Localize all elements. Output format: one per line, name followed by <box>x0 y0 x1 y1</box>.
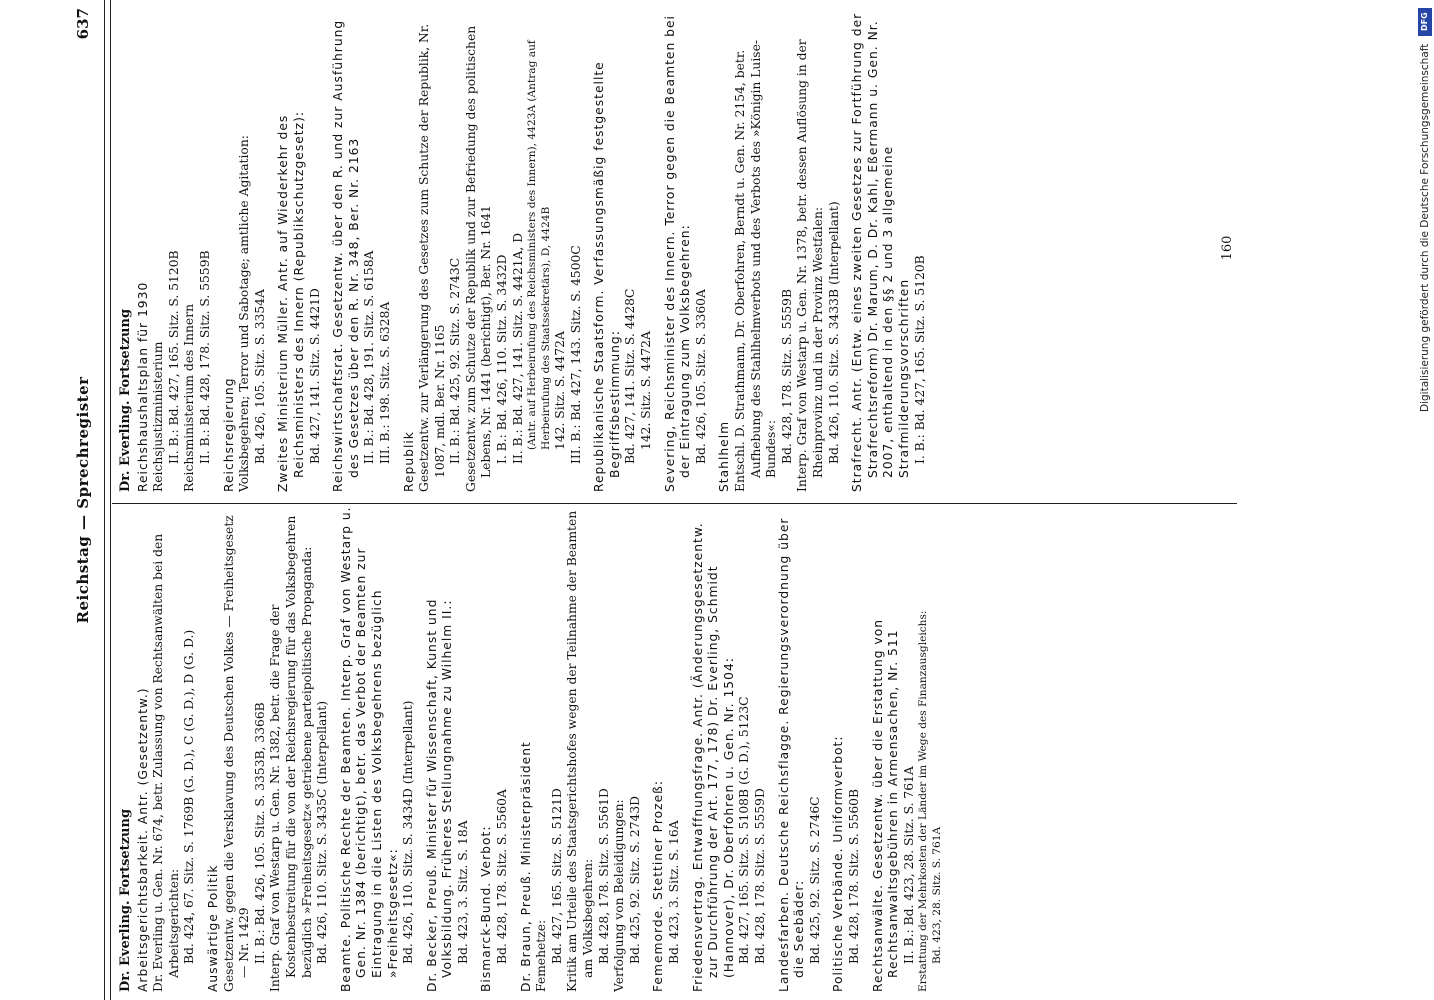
register-entry: Bd. 428, 178. Sitz. S. 5560B <box>846 788 861 964</box>
footer-number: 160 <box>1220 235 1235 261</box>
register-entry: Dr. Everling. Fortsetzung <box>118 808 133 992</box>
register-entry: Dr. Everling. Fortsetzung <box>118 308 133 492</box>
register-entry: Strafrecht. Antr. (Entw. eines zweiten Gesetzes zur Fortführung der Strafrechtsreform) Dr. Marum, D. Dr. Kahl, Eßermann u. Gen. Nr. 2007, enthaltend in den §§ 2 und 3 allgemeine Strafmilderungsvorschriften <box>850 12 911 492</box>
register-entry: Kritik am Urteile des Staatsgerichtshofes wegen der Teilnahme der Beamten am Volksbegehren: <box>565 510 596 992</box>
register-entry: I. B.: Bd. 427, 165. Sitz. S. 5120B <box>912 255 927 464</box>
running-title: Reichstag — Sprechregister <box>74 376 92 624</box>
register-entry: Politische Verbände. Uniformverbot: <box>831 735 846 992</box>
register-entry: 142. Sitz. S. 4472A <box>639 331 654 450</box>
register-entry: Auswärtige Politik <box>205 864 220 992</box>
register-entry: Bd. 426, 110. Sitz. S. 3433B (Interpellant) <box>826 201 841 464</box>
register-entry: Arbeitsgerichtsbarkeit. Antr. (Gesetzentw.) <box>135 687 150 992</box>
register-entry: Dr. Everling u. Gen. Nr. 674, betr. Zulassung von Rechtsanwälten bei den Arbeitsgerichten: <box>151 533 181 992</box>
digitization-sidebar <box>1418 8 1434 728</box>
register-entry: Dr. Becker, Preuß. Minister für Wissenschaft, Kunst und Volksbildung. Früheres Stellungnahme zu Wilhelm II.: <box>424 598 455 992</box>
register-entry: Bd. 423, 3. Sitz. S. 18A <box>455 820 470 964</box>
register-entry: Bd. 427, 165. Sitz. S. 5121D <box>549 788 564 964</box>
register-entry: Bd. 425, 92. Sitz. S. 2746C <box>807 796 822 964</box>
register-entry: Femehetze: <box>534 919 549 992</box>
register-entry: II. B.: Bd. 425, 92. Sitz. S. 2743C <box>448 257 463 464</box>
register-entry: III. B.: Bd. 427, 143. Sitz. S. 4500C <box>568 245 583 464</box>
right-column <box>118 4 928 492</box>
register-entry: Reichsregierung <box>221 377 236 492</box>
register-entry: Fememorde. Stettiner Prozeß: <box>651 779 666 992</box>
register-entry: Gesetzentw. gegen die Versklavung des Deutschen Volkes — Freiheitsgesetz — Nr. 1429 <box>221 515 252 992</box>
register-entry: Landesfarben. Deutsche Reichsflagge. Regierungsverordnung über die Seebäder: <box>776 517 807 992</box>
register-entry: Rechtsanwälte. Gesetzentw. über die Erstattung von Rechtsanwaltsgebühren in Armensachen, Nr. 511 <box>870 618 901 992</box>
register-entry: Bd. 426, 105. Sitz. S. 3354A <box>252 289 267 464</box>
register-entry: Erstattung der Mehrkosten der Länder im Wege des Finanzausgleichs: <box>917 610 930 992</box>
register-entry: Volksbegehren; Terror und Sabotage; amtliche Agitation: <box>237 135 252 492</box>
register-entry: Interp. Graf von Westarp u. Gen. Nr. 1378, betr. dessen Auflösung in der Rheinprovinz und in der Provinz Westfalen: <box>795 39 825 492</box>
register-entry: II. B.: Bd. 428, 178. Sitz. S. 5559B <box>197 250 212 464</box>
register-entry: Bd. 427, 165. Sitz. S. 5108B (G. D.), 5123C <box>737 696 752 964</box>
register-entry: Reichswirtschaftsrat. Gesetzentw. über den R. und zur Ausführung des Gesetzes über den R. Nr. 348, Ber. Nr. 2163 <box>331 19 361 492</box>
register-entry: (Antr. auf Herbeirufung des Reichsministers des Innern), 4423A (Antrag auf Herbeirufung des Staatssekretärs), D, 4424B <box>526 40 552 450</box>
register-entry: Reichsjustizministerium <box>151 341 166 492</box>
header-rule-double <box>110 0 111 1000</box>
funding-note: Digitalisierung gefördert durch die Deutsche Forschungsgemeinschaft <box>1419 44 1431 413</box>
register-entry: Republikanische Staatsform. Verfassungsmäßig festgestellte Begriffsbestimmung: <box>592 61 622 492</box>
register-entry: Bd. 423, 28. Sitz. S. 761A <box>930 826 943 964</box>
register-entry: Bd. 427, 141. Sitz. S. 4421D <box>307 288 322 464</box>
dfg-logo-icon: DFG <box>1418 8 1432 36</box>
register-entry: II. B.: Bd. 426, 105. Sitz. S. 3353B, 3366B <box>252 702 267 964</box>
register-entry: I. B.: Bd. 426, 110. Sitz. S. 3432D <box>495 254 510 464</box>
register-entry: Verfolgung von Beleidigungen: <box>612 799 627 992</box>
register-entry: Bd. 425, 92. Sitz. S. 2743D <box>627 795 642 964</box>
register-entry: Bd. 426, 110. Sitz. S. 3435C (Interpellant) <box>315 701 330 964</box>
register-entry: II. B.: Bd. 427, 141. Sitz. S. 4421A, D <box>510 232 525 464</box>
register-entry: Reichshaushaltsplan für 1930 <box>135 281 150 492</box>
register-entry: Bd. 424, 67. Sitz. S. 1769B (G. D.), C (G. D.), D (G. D.) <box>182 629 197 964</box>
register-entry: Gesetzentw. zur Verlängerung des Gesetzes zum Schutze der Republik, Nr. 1087, mdl. Ber. Nr. 1165 <box>417 23 447 492</box>
register-entry: Severing, Reichsminister des Innern. Terror gegen die Beamten bei der Eintragung zum Volksbegehren: <box>662 15 693 492</box>
register-entry: Zweites Ministerium Müller. Antr. auf Wiederkehr des Reichsministers des Innern (Republikschutzgesetz): <box>276 110 306 492</box>
page-number: 637 <box>74 8 92 40</box>
register-entry: Interp. Graf von Westarp u. Gen. Nr. 1382, betr. die Frage der Kostenbestreitung für die von der Reichsregierung für das Volksbegehren bezüglich »Freiheitsgesetz« getriebene parteipolitische Propaganda: <box>268 515 314 992</box>
register-entry: Bd. 428, 178. Sitz. S. 5559D <box>752 788 767 964</box>
register-entry: Reichsministerium des Innern <box>182 303 197 492</box>
register-entry: Friedensvertrag. Entwaffnungsfrage. Antr. (Änderungsgesetzentw. zur Durchführung der Art. 177, 178) Dr. Everling, Schmidt (Hannover), Dr. Oberfohren u. Gen. Nr. 1504: <box>690 522 736 992</box>
register-entry: Republik <box>401 431 416 492</box>
register-entry: Bd. 426, 105. Sitz. S. 3360A <box>693 289 708 464</box>
register-entry: Bd. 428, 178. Sitz. S. 5560A <box>495 789 510 964</box>
register-entry: II. B.: Bd. 423, 28. Sitz. S. 761A <box>901 766 916 964</box>
register-entry: Bismarck-Bund. Verbot: <box>479 825 494 992</box>
register-entry: 142. Sitz. S. 4472A <box>553 331 568 450</box>
header-rule <box>104 0 105 1000</box>
register-entry: Bd. 427, 141. Sitz. S. 4428C <box>623 288 638 464</box>
register-entry: Bd. 426, 110. Sitz. S. 3434D (Interpellant) <box>401 700 416 964</box>
register-entry: Gesetzentw. zum Schutze der Republik und zur Befriedung des politischen Lebens, Nr. 1441 (berichtigt), Ber. Nr. 1641 <box>463 25 494 492</box>
register-entry: III. B.: 198. Sitz. S. 6328A <box>377 301 392 464</box>
register-entry: Stahlhelm <box>717 420 732 492</box>
register-entry: Bd. 428, 178. Sitz. S. 5561D <box>596 788 611 964</box>
register-entry: Bd. 423, 3. Sitz. S. 16A <box>667 820 681 964</box>
register-entry: II. B.: Bd. 427, 165. Sitz. S. 5120B <box>166 250 181 464</box>
left-column <box>118 504 944 992</box>
register-entry: Beamte. Politische Rechte der Beamten. Interp. Graf von Westarp u. Gen. Nr. 1384 (berichtigt), betr. das Verbot der Beamten zur Eintragung in die Listen des Volksbegehrens bezüglich »Freiheitsgesetz«: <box>338 506 400 992</box>
register-entry: II. B.: Bd. 428, 191. Sitz. S. 6158A <box>362 250 377 464</box>
rotated-register-page <box>60 0 1310 1000</box>
register-entry: Entschl. D. Strathmann, Dr. Oberfohren, Berndt u. Gen. Nr. 2154, betr. Aufhebung des Stahlhelmverbots und des Verbots des »Königin Luise-Bundes«: <box>733 39 779 492</box>
page-header <box>64 0 104 1000</box>
register-entry: Bd. 428, 178. Sitz. S. 5559B <box>779 288 794 464</box>
register-entry: Dr. Braun, Preuß. Ministerpräsident <box>518 741 533 992</box>
